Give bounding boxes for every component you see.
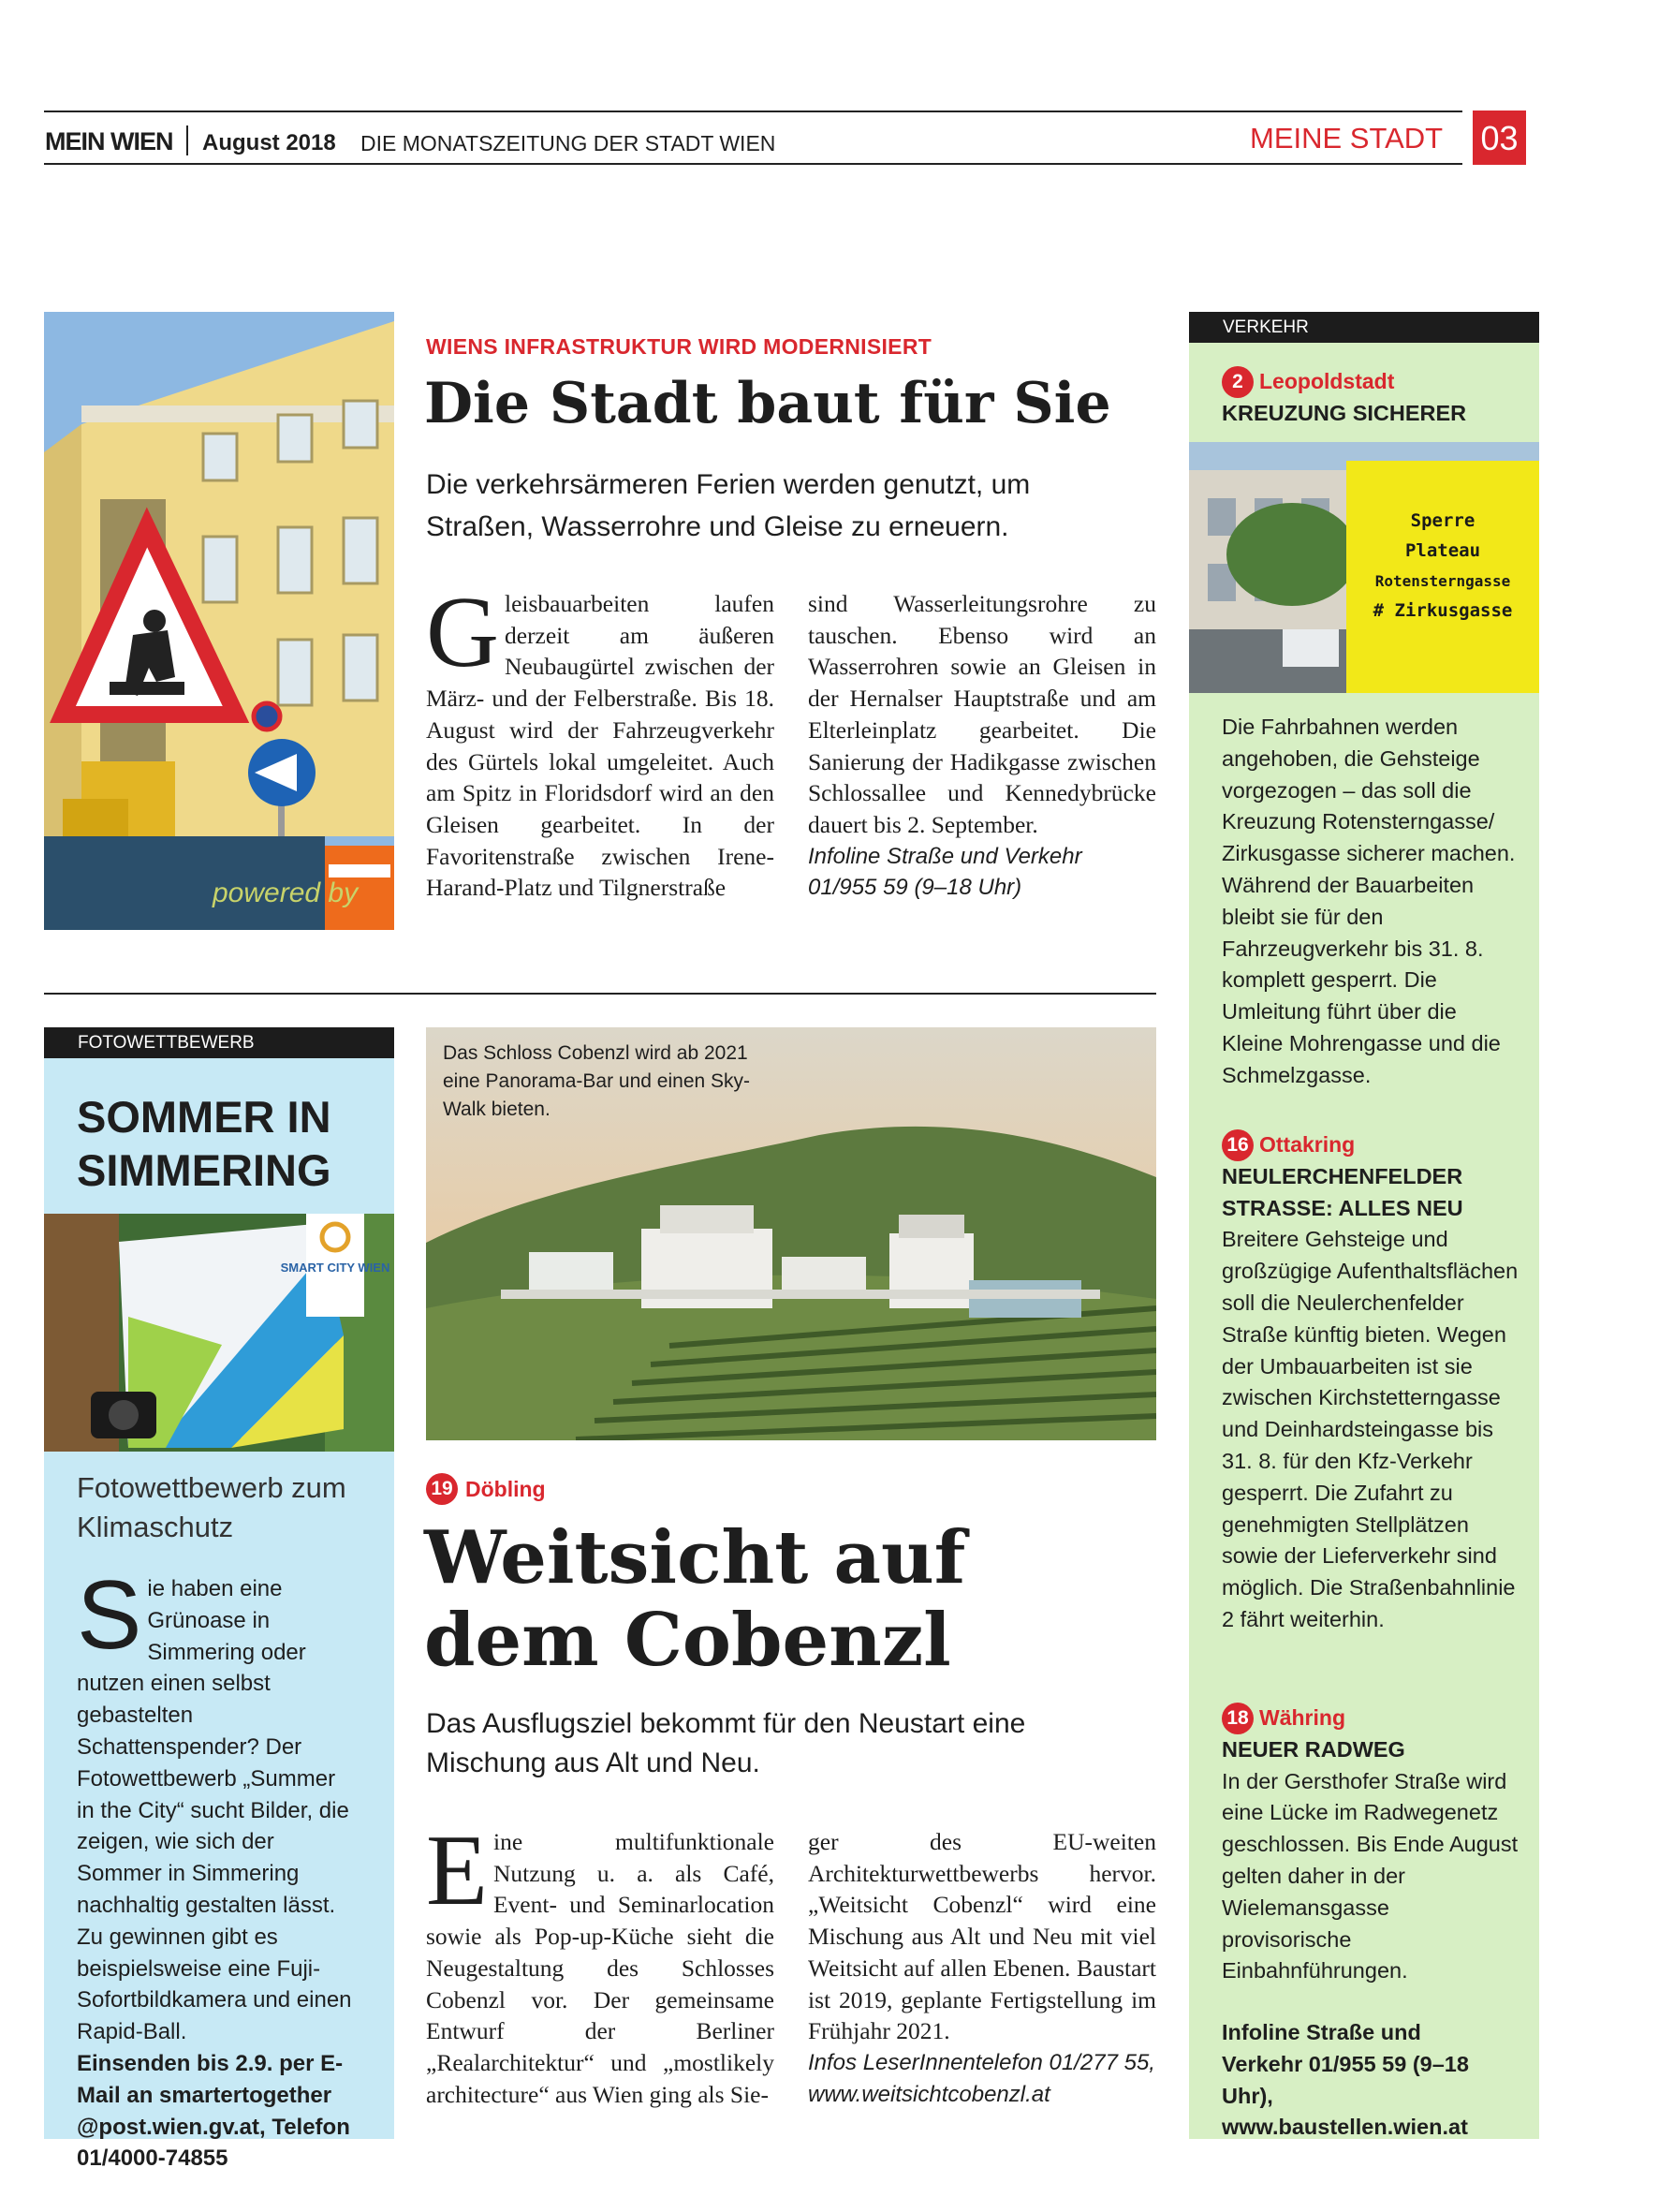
article-body-text: ger des EU-weiten Architekturwettbewerbs hervor. „Weitsicht Cobenzl“ wird eine Mischung aus Alt und Neu mit viel Weitsicht auf allen Ebenen. Baustart ist 2019, geplante Fertigstellung im Frühjahr 2021. [808,1828,1156,2045]
publication-tagline: DIE MONATSZEITUNG DER STADT WIEN [360,131,776,155]
district-name: Währing [1259,1704,1345,1730]
article-headline: Weitsicht auf dem Cobenzl [424,1515,966,1683]
district-tag [426,1473,546,1505]
district-number-badge: 19 [426,1473,458,1505]
article-body-text: ine multifunktionale Nutzung u. a. als Café, Event- und Seminarlocation sowie als Pop-up-Küche sieht die Neugestaltung des Schlosses Cobenzl vor. Der gemeinsame Entwurf der Berliner „Realarchitektur“ und „mostlikely architecture“ aus Wien ging als Sie- [426,1828,774,2108]
sign-line: Rotensterngasse [1374,572,1511,590]
contest-photo [44,1214,394,1452]
article-column-1 [426,577,774,904]
article-column-2 [808,588,1156,904]
brand-logo: MEIN WIEN [45,127,173,155]
image-caption: Das Schloss Cobenzl wird ab 2021 eine Panorama-Bar und einen Sky-Walk bieten. [443,1042,751,1120]
sidebar-item-text: In der Gersthofer Straße wird eine Lücke im Radwegenetz geschlossen. Bis Ende August gelten daher in der Wielemansgasse provisorische Einbahnführungen. [1222,1768,1519,1983]
sidebar-headline: NEUER RADWEG [1222,1736,1405,1762]
sidebar-headline: KREUZUNG SICHERER [1222,400,1467,425]
drop-cap: G [426,577,499,688]
district-name: Döbling [465,1476,546,1501]
issue-date: August 2018 [202,130,336,155]
article-body-text: leisbauarbeiten laufen derzeit am äußeren Neubaugürtel zwischen der März- und der Felberstraße. Bis 18. August wird der Fahrzeugverkehr des Gürtels lokal umgeleitet. Auch am Spitz in Floridsdorf wird an den Gleisen gearbeitet. In der Favoritenstraße zwischen Irene-Harand-Platz und Tilgnerstraße [426,590,774,902]
infoline-text: Infos LeserInnentelefon 01/277 55, www.weitsichtcobenzl.at [808,2049,1155,2107]
sidebar-infoline: Infoline Straße und Verkehr 01/955 59 (9–18 Uhr), www.baustellen.wien.at [1222,2020,1469,2140]
contest-subtitle: Fotowettbewerb zum Klimaschutz [77,1471,346,1543]
contest-body [77,1561,358,2175]
article-lead: Das Ausflugsziel bekommt für den Neustart eine Mischung aus Alt und Neu. [426,1708,1026,1778]
district-name: Leopoldstadt [1259,368,1395,393]
sidebar-item-ottakring [1222,1128,1521,1636]
header-divider [186,125,188,155]
sign-line: Sperre [1410,510,1475,531]
sidebar-item-text: Die Fahrbahnen werden angehoben, die Gehsteige vorgezogen – das soll die Kreuzung Rotensterngasse/ Zirkusgasse sicherer machen. Während der Bauarbeiten bleibt sie für den Fahrzeugverkehr bis 31. 8. komplett gesperrt. Die Umleitung führt über die Kleine Mohrengasse und die Schmelzgasse. [1222,715,1516,1087]
section-title: MEINE STADT [1250,122,1444,155]
construction-scene-illustration [44,312,394,930]
contest-contact: Einsenden bis 2.9. per E-Mail an smartertogether @post.wien.gv.at, Telefon 01/4000-74855 [77,2050,350,2172]
roadworks-sign-photo [1189,442,1539,693]
construction-photo [44,312,394,930]
contest-photo-illustration [44,1214,394,1452]
article-column-1 [426,1815,774,2110]
smart-city-logo: SMART CITY WIEN [280,1261,390,1275]
article-column-2 [808,1826,1156,2110]
district-number-badge: 2 [1222,366,1254,398]
article-kicker: WIENS INFRASTRUKTUR WIRD MODERNISIERT [426,334,932,359]
district-number-badge: 18 [1222,1703,1254,1734]
header-top-rule [44,111,1462,112]
drop-cap: E [426,1815,488,1926]
district-name: Ottakring [1259,1131,1356,1157]
header-bottom-rule [44,163,1462,165]
contest-body-text: ie haben eine Grünoase in Simmering oder nutzen einen selbst gebastelten Schattenspender? Der Fotowettbewerb „Summer in the City“ sucht Bilder, die zeigen, wie sich der Sommer in Simmering nachhaltig gestalten lässt. Zu gewinnen gibt es beispielsweise eine Fuji-Sofortbildkamera und einen Rapid-Ball. [77,1576,352,2045]
sidebar-label: VERKEHR [1189,312,1539,343]
contest-title: SOMMER IN SIMMERING [77,1092,331,1195]
article-body-text: sind Wasserleitungsrohre zu tauschen. Ebenso wird an Wasserrohren sowie an Gleisen in der Hernalser Hauptstraße und am Elterleinplatz gearbeitet. Die Sanierung der Hadikgasse zwischen Schlossallee und Kennedybrücke dauert bis 2. September. [808,590,1156,838]
sidebar-headline: NEULERCHENFELDER STRASSE: ALLES NEU [1222,1163,1463,1220]
sidebar-item-text: Breitere Gehsteige und großzügige Aufenthaltsflächen soll die Neulerchenfelder Straße künftig bieten. Wegen der Umbauarbeiten ist sie zwischen Kirchstetterngasse und Deinhardsteingasse bis 31. 8. für den Kfz-Verkehr gesperrt. Die Zufahrt zu genehmigten Stellplätzen sowie der Lieferverkehr sind möglich. Die Straßenbahnlinie 2 fährt weiterhin. [1222,1227,1519,1631]
article-lead: Die verkehrsärmeren Ferien werden genutzt, um Straßen, Wasserrohre und Gleise zu erneuern. [426,469,1031,542]
roadworks-sign-illustration [1189,442,1539,693]
sign-line: # Zirkusgasse [1373,600,1513,621]
drop-cap: S [77,1561,142,1670]
article-headline: Die Stadt baut für Sie [424,371,1111,436]
contest-label: FOTOWETTBEWERB [44,1027,394,1058]
district-number-badge: 16 [1222,1129,1254,1161]
sidebar-item-leopoldstadt [1222,365,1521,430]
sidebar-item-waehring [1222,1702,1521,1987]
infoline-text: Infoline Straße und Verkehr 01/955 59 (9–18 Uhr) [808,843,1082,901]
sign-line: Plateau [1404,540,1481,561]
section-divider [44,993,1156,995]
sign-text: powered by [213,877,359,908]
page-number: 03 [1473,111,1526,165]
